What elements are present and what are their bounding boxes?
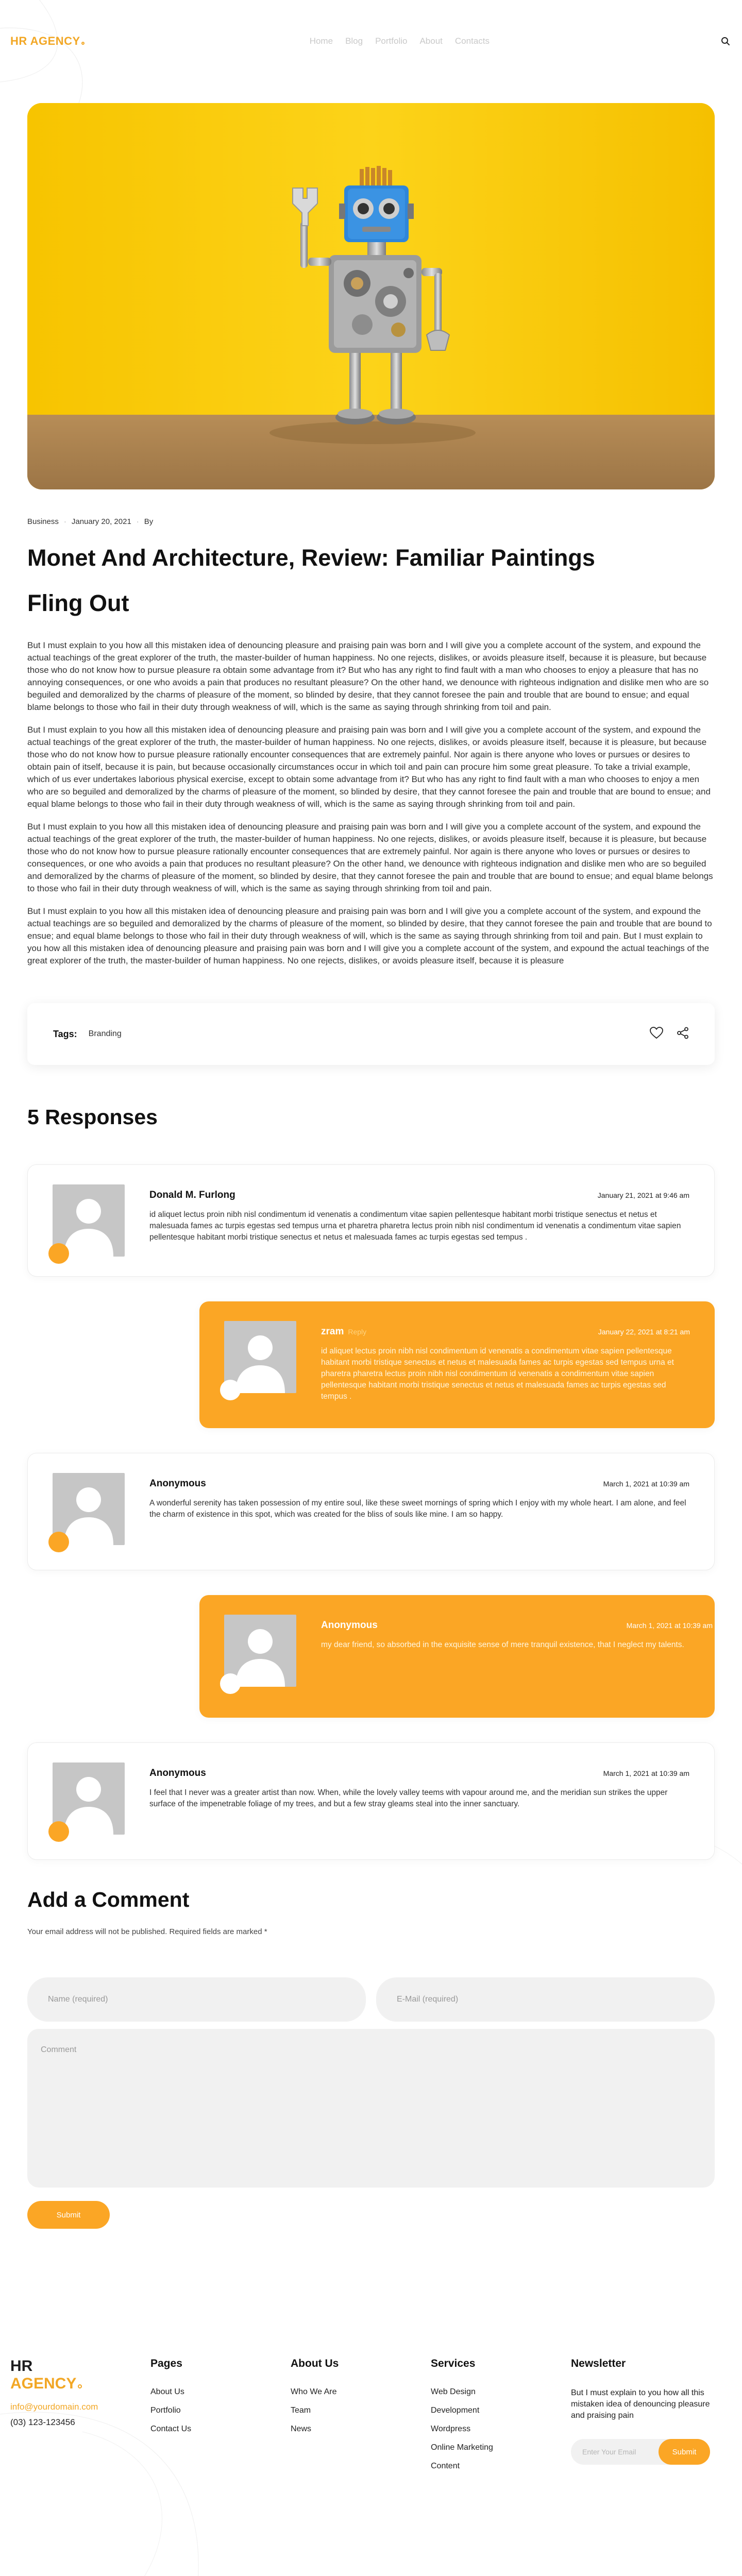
comment-date: January 21, 2021 at 9:46 am	[597, 1191, 689, 1199]
newsletter-form	[571, 2439, 710, 2465]
comment-item	[27, 1453, 715, 1570]
avatar-badge	[48, 1821, 69, 1842]
footer-email[interactable]: info@yourdomain.com	[10, 2402, 98, 2412]
comment-author: zram Reply	[321, 1326, 367, 1337]
footer-link[interactable]: Team	[291, 2406, 311, 2415]
comment-item	[27, 1742, 715, 1860]
post-date: January 20, 2021	[71, 517, 131, 526]
main-nav	[310, 36, 490, 46]
nav-portfolio[interactable]: Portfolio	[375, 36, 408, 46]
footer-phone[interactable]: (03) 123-123456	[10, 2417, 75, 2427]
footer-col-title: Services	[431, 2358, 476, 2369]
post-author-label: By	[144, 517, 154, 526]
comment-text: A wonderful serenity has taken possession of my entire soul, like these sweet mornings of spring which I enjoy with my whole heart. I am alone, and feel the charm of existence in this spot, which was created for the bliss of souls like mine. I am so happy.	[149, 1499, 686, 1519]
footer-link[interactable]: Web Design	[431, 2387, 476, 2396]
share-icon[interactable]	[677, 1027, 689, 1042]
avatar-badge	[220, 1673, 241, 1694]
comment-avatar	[224, 1321, 296, 1393]
post-paragraph: But I must explain to you how all this mistaken idea of denouncing pleasure and praising pain was born and I will give you a complete account of the system, and expound the actual teachings are so beguiled and demoralized by the charms of pleasure of the moment, so blinded by desire, that they cannot foresee the pain and trouble that are bound to ensue; and equal blame belongs to those who fail in their duty through weakness of will, which is the same as saying through shrinking from toil and pain. But I must explain to you how all this mistaken idea of denouncing pleasure and praising pain was born and I will give you a complete account of the system, and expound the actual teachings of the great explorer of the truth, the master-builder of human happiness. No one rejects, dislikes, or avoids pleasure itself, because it is pleasure	[27, 906, 712, 965]
site-logo[interactable]	[10, 35, 85, 48]
comment-text: id aliquet lectus proin nibh nisl condimentum id venenatis a condimentum vitae sapien pellentesque habitant morbi tristique senectus et netus et malesuada fames ac turpis egestas sed tempus urna et pharetra pharetra lectus proin nibh nisl condimentum id venenatis a condimentum vitae sapien pellentesque habitant morbi tristique senectus et netus et malesuada fames ac turpis egestas sed tempus .	[149, 1210, 681, 1242]
post-meta	[27, 517, 715, 526]
footer-logo[interactable]: HR AGENCY	[10, 2358, 150, 2393]
add-comment-title: Add a Comment	[27, 1888, 190, 1911]
comment-reply-item	[199, 1595, 715, 1718]
tags-bar	[27, 1003, 715, 1065]
comment-date: March 1, 2021 at 10:39 am	[603, 1769, 689, 1777]
comment-text: I feel that I never was a greater artist than now. When, while the lovely valley teems with vapour around me, and the meridian sun strikes the upper surface of the impenetrable foliage of my trees, and but a few stray gleams steal into the inner sanctuary.	[149, 1788, 668, 1808]
meta-separator: ·	[136, 517, 139, 526]
comment-avatar	[53, 1762, 125, 1835]
footer-link[interactable]: Wordpress	[431, 2425, 471, 2433]
nav-contacts[interactable]: Contacts	[454, 36, 490, 46]
footer-col-title: About Us	[291, 2358, 339, 2369]
comment-author: Anonymous	[321, 1620, 378, 1631]
footer-link[interactable]: Development	[431, 2406, 480, 2415]
submit-comment-button[interactable]: Submit	[27, 2201, 110, 2229]
comment-item	[27, 1164, 715, 1277]
nav-blog[interactable]: Blog	[345, 36, 363, 46]
avatar-badge	[48, 1532, 69, 1552]
comment-form	[27, 1888, 715, 2229]
logo-agency: AGENCY	[30, 35, 80, 47]
comment-form-row	[27, 1977, 715, 2022]
name-input[interactable]: Name (required)	[27, 1977, 366, 2022]
post-paragraph: But I must explain to you how all this mistaken idea of denouncing pleasure and praising pain was born and I will give you a complete account of the system, and expound the actual teachings of the great explorer of the truth, the master-builder of human happiness. No one rejects, dislikes, or avoids pleasure itself, because it is pleasure, but because those who do not know how to pursue pleasure ra obtain some advantage from it? But who has any right to find fault with a man who chooses to enjoy a pleasure that has no annoying consequences, or one who avoids a pain that produces no resultant pleasure? On the other hand, we denounce with righteous indignation and dislike men who are so beguiled and demoralized by the charms of pleasure of the moment, so blinded by desire, that they cannot foresee the pain and trouble that are bound to ensue; and equal blame belongs to those who fail in their duty through weakness of will, which is the same as saying through shrinking from toil and pain.	[27, 640, 709, 712]
comment-avatar	[224, 1615, 296, 1687]
avatar-badge	[220, 1380, 241, 1400]
site-footer	[0, 2347, 742, 2480]
comment-textarea[interactable]: Comment	[27, 2029, 715, 2188]
tags-label: Tags:	[53, 1028, 77, 1039]
comment-form-note: Your email address will not be published. Required fields are marked *	[27, 1927, 267, 1936]
post-actions	[650, 1027, 689, 1042]
comment-text: my dear friend, so absorbed in the exquisite sense of mere tranquil existence, that I neglect my talents.	[321, 1640, 684, 1649]
nav-about[interactable]: About	[419, 36, 443, 46]
footer-col-title: Pages	[150, 2358, 182, 2369]
email-input[interactable]: E-Mail (required)	[376, 1977, 715, 2022]
footer-col-about	[291, 2347, 431, 2480]
site-header	[0, 0, 742, 82]
comment-date: January 22, 2021 at 8:21 am	[598, 1328, 690, 1336]
tag-branding[interactable]: Branding	[88, 1029, 122, 1038]
footer-link[interactable]: Content	[431, 2462, 460, 2470]
comment-reply-item	[199, 1301, 715, 1428]
footer-link[interactable]: Who We Are	[291, 2387, 337, 2396]
post-title: Monet And Architecture, Review: Familiar Paintings Fling Out	[27, 545, 595, 616]
footer-newsletter	[571, 2347, 711, 2480]
footer-link[interactable]: News	[291, 2425, 312, 2433]
footer-link[interactable]: Online Marketing	[431, 2443, 493, 2452]
footer-link[interactable]: Portfolio	[150, 2406, 181, 2415]
hero-image	[27, 103, 715, 489]
heart-icon[interactable]	[650, 1027, 663, 1042]
comment-date: March 1, 2021 at 10:39 am	[626, 1621, 713, 1630]
newsletter-submit-button[interactable]: Submit	[659, 2439, 710, 2465]
footer-col-pages	[150, 2347, 291, 2480]
footer-link[interactable]: About Us	[150, 2387, 184, 2396]
newsletter-email-input[interactable]: Enter Your Email	[582, 2448, 636, 2456]
comment-author: Donald M. Furlong	[149, 1190, 235, 1200]
comment-author: Anonymous	[149, 1768, 206, 1778]
reply-link[interactable]: Reply	[348, 1328, 367, 1336]
comment-avatar	[53, 1184, 125, 1257]
robot-illustration	[27, 103, 715, 489]
footer-brand	[10, 2347, 150, 2480]
comment-list	[27, 1164, 715, 1860]
responses-title: 5 Responses	[27, 1105, 158, 1129]
logo-dot-icon	[81, 42, 85, 45]
post-paragraph: But I must explain to you how all this mistaken idea of denouncing pleasure and praising pain was born and I will give you a complete account of the system, and expound the actual teachings of the great explorer of the truth, the master-builder of human happiness. No one rejects, dislikes, or avoids pleasure itself, because it is pleasure, but because those who do not know how to pursue pleasure rationally encounter consequences that are extremely painful. Nor again is there anyone who loves or pursues or desires to obtain pain of itself, because it is pain, but because occasionally circumstances occur in which toil and pain can procure him some great pleasure. To take a trivial example, which of us ever undertakes laborious physical exercise, except to obtain some advantage from it? But who has any right to find fault with a man who chooses to enjoy a men who are so beguiled and demoralized by the charms of pleasure of the moment, so blinded by desire, that they cannot foresee the pain and trouble that are bound to ensue; and equal blame belongs to those who fail in their duty through weakness of will, which is the same as saying through shrinking from toil and pain.	[27, 725, 711, 809]
footer-link[interactable]: Contact Us	[150, 2425, 192, 2433]
post-category[interactable]: Business	[27, 517, 59, 526]
comment-avatar	[53, 1473, 125, 1545]
logo-hr: HR	[10, 35, 27, 47]
post-body	[27, 639, 715, 967]
comment-text: id aliquet lectus proin nibh nisl condimentum id venenatis a condimentum vitae sapien pellentesque habitant morbi tristique senectus et netus et malesuada fames ac turpis egestas sed tempus urna et pharetra pharetra lectus proin nibh nisl condimentum id venenatis a condimentum vitae sapien pellentesque habitant morbi tristique senectus et netus et malesuada fames ac turpis egestas sed tempus .	[321, 1347, 674, 1401]
post-paragraph: But I must explain to you how all this mistaken idea of denouncing pleasure and praising pain was born and I will give you a complete account of the system, and expound the actual teachings of the great explorer of the truth, the master-builder of human happiness. No one rejects, dislikes, or avoids pleasure itself, because it is pleasure, but because those who do not know how to pursue pleasure rationally encounter consequences that are extremely painful. Nor again is there anyone who loves or pursues or desires to consequences, or one who avoids a pain that produces no resultant pleasure? On the other hand, we denounce with righteous indignation and dislike men who are so beguiled and demoralized by the charms of pleasure of the moment, so blinded by desire, that they cannot foresee the pain and trouble that are bound to ensue; and equal blame belongs to those who fail in their duty through weakness of will, which is the same as saying through shrinking from toil and pain.	[27, 822, 713, 893]
avatar-badge	[48, 1243, 69, 1264]
newsletter-title: Newsletter	[571, 2358, 626, 2369]
newsletter-text: But I must explain to you how all this mistaken idea of denouncing pleasure and praising pain	[571, 2388, 710, 2420]
logo-dot-icon	[78, 2384, 82, 2388]
search-icon[interactable]	[719, 35, 732, 47]
comment-author: Anonymous	[149, 1478, 206, 1489]
nav-home[interactable]: Home	[309, 36, 333, 46]
footer-col-services	[431, 2347, 571, 2480]
meta-separator: ·	[63, 517, 66, 526]
comment-date: March 1, 2021 at 10:39 am	[603, 1480, 689, 1488]
